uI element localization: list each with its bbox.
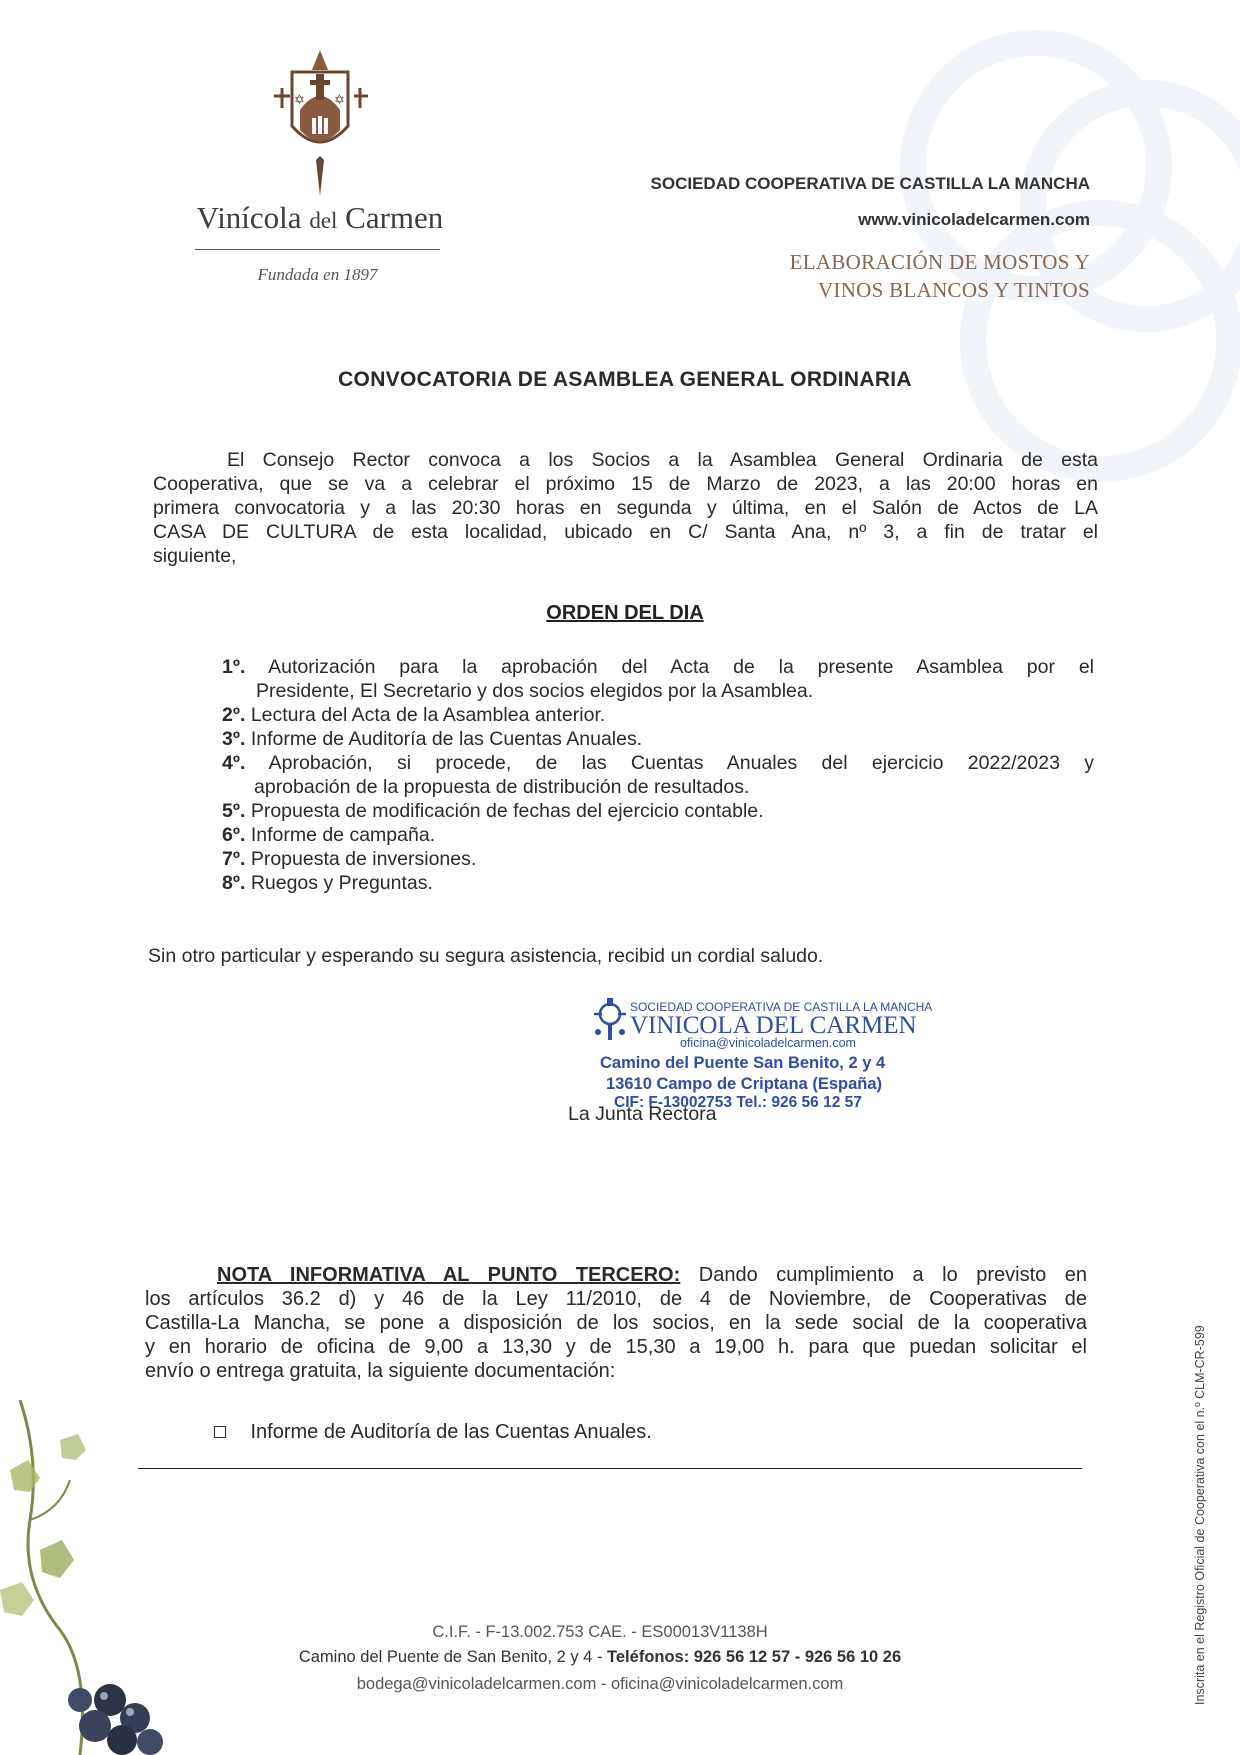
nota-line: envío o entrega gratuita, la siguiente documentación: xyxy=(145,1360,616,1382)
agenda-item-text: Informe de campaña. xyxy=(250,824,436,846)
agenda-item-continuation: Presidente, El Secretario y dos socios elegidos por la Asamblea. xyxy=(256,680,814,702)
grapevine-decoration-icon xyxy=(0,1400,180,1755)
agenda-item-text: Propuesta de modificación de fechas del ejercicio contable. xyxy=(250,800,764,822)
nota-title: NOTA INFORMATIVA AL PUNTO TERCERO: xyxy=(217,1264,681,1286)
footer-address-line xyxy=(200,1648,1000,1667)
logo-name-b: Carmen xyxy=(345,200,444,235)
tagline-line-2: VINOS BLANCOS Y TINTOS xyxy=(817,278,1090,302)
logo-divider xyxy=(195,249,440,250)
closing-text: Sin otro particular y esperando su segura asistencia, recibid un cordial saludo. xyxy=(148,945,824,967)
agenda-item-number: 7º. xyxy=(222,848,246,870)
agenda-item xyxy=(222,847,1094,871)
checkbox-bullet-icon xyxy=(214,1426,226,1438)
agenda-item-continuation: aprobación de la propuesta de distribución de resultados. xyxy=(254,776,750,798)
nota-first-line xyxy=(217,1263,1087,1287)
nota-first-line-text: Dando cumplimiento a lo previsto en xyxy=(698,1264,1087,1286)
agenda-item-number: 4º. xyxy=(222,752,246,774)
agenda-item-text: Lectura del Acta de la Asamblea anterior. xyxy=(250,704,606,726)
agenda-item xyxy=(222,727,1094,751)
agenda-item-text: Autorización para la aprobación del Acta de la presente Asamblea por el xyxy=(268,656,1094,678)
agenda-item-text: Informe de Auditoría de las Cuentas Anuales. xyxy=(250,728,643,750)
intro-line: Cooperativa, que se va a celebrar el próximo 15 de Marzo de 2023, a las 20:00 horas en xyxy=(153,473,1098,495)
intro-line: El Consejo Rector convoca a los Socios a la Asamblea General Ordinaria de esta xyxy=(227,449,1098,471)
cooperative-label: SOCIEDAD COOPERATIVA DE CASTILLA LA MANCHA xyxy=(650,174,1090,193)
svg-text:✡: ✡ xyxy=(294,93,305,108)
agenda-item-text: Propuesta de inversiones. xyxy=(250,848,477,870)
agenda-item xyxy=(222,655,1094,679)
agenda-item xyxy=(222,823,1094,847)
intro-line: siguiente, xyxy=(153,545,237,567)
agenda-item-number: 3º. xyxy=(222,728,246,750)
agenda-list xyxy=(222,655,1094,895)
logo-name-del: del xyxy=(309,208,338,233)
divider-line xyxy=(138,1468,1082,1469)
agenda-item-text: Aprobación, si procede, de las Cuentas Anuales del ejercicio 2022/2023 y xyxy=(268,752,1094,774)
nota-bullet-item xyxy=(214,1420,652,1444)
agenda-item xyxy=(222,703,1094,727)
intro-line: CASA DE CULTURA de esta localidad, ubicado en C/ Santa Ana, nº 3, a fin de tratar el xyxy=(153,521,1098,543)
company-name xyxy=(195,200,445,236)
tagline-line-1: ELABORACIÓN DE MOSTOS Y xyxy=(789,250,1090,274)
logo-name-a: Vinícola xyxy=(196,200,302,235)
stamp-emblem-icon xyxy=(590,996,630,1044)
registry-note: Inscrita en el Registro Oficial de Cooperativa con el n.º CLM-CR-599 xyxy=(1193,1325,1207,1705)
footer-phones: Teléfonos: 926 56 12 57 - 926 56 10 26 xyxy=(607,1648,902,1666)
stamp-city: 13610 Campo de Criptana (España) xyxy=(606,1075,883,1093)
footer-cif: C.I.F. - F-13.002.753 CAE. - ES00013V1138H xyxy=(432,1623,768,1641)
svg-text:✡: ✡ xyxy=(334,93,345,108)
nota-bullet-text: Informe de Auditoría de las Cuentas Anuales. xyxy=(250,1421,652,1443)
footer-emails[interactable]: bodega@vinicoladelcarmen.com - oficina@vinicoladelcarmen.com xyxy=(356,1675,844,1693)
agenda-title: ORDEN DEL DIA xyxy=(546,602,704,624)
website-link[interactable]: www.vinicoladelcarmen.com xyxy=(858,210,1090,229)
agenda-item xyxy=(222,799,1094,823)
footer-address: Camino del Puente de San Benito, 2 y 4 - xyxy=(298,1648,608,1666)
agenda-item-number: 6º. xyxy=(222,824,246,846)
company-stamp xyxy=(630,1000,950,1050)
nota-line: y en horario de oficina de 9,00 a 13,30 y de 15,30 a 19,00 h. para que puedan solicitar el xyxy=(145,1336,1087,1358)
agenda-item-number: 2º. xyxy=(222,704,246,726)
intro-paragraph xyxy=(153,448,1098,568)
tagline xyxy=(560,248,1090,304)
agenda-item-number: 8º. xyxy=(222,872,246,894)
signature: La Junta Rectora xyxy=(568,1103,717,1125)
agenda-item-number: 1º. xyxy=(222,656,246,678)
nota-line: los artículos 36.2 d) y 46 de la Ley 11/2010, de 4 de Noviembre, de Cooperativas de xyxy=(145,1288,1087,1310)
logo-founded: Fundada en 1897 xyxy=(257,265,378,284)
agenda-item xyxy=(222,871,1094,895)
stamp-company-name: VINICOLA DEL CARMEN xyxy=(630,1012,917,1039)
stamp-street: Camino del Puente San Benito, 2 y 4 xyxy=(600,1054,886,1072)
agenda-item xyxy=(222,751,1094,775)
document-title: CONVOCATORIA DE ASAMBLEA GENERAL ORDINARIA xyxy=(338,368,912,391)
logo-emblem-icon xyxy=(268,48,372,198)
agenda-item-number: 5º. xyxy=(222,800,246,822)
stamp-email: oficina@vinicoladelcarmen.com xyxy=(680,1036,856,1050)
intro-line: primera convocatoria y a las 20:30 horas en segunda y última, en el Salón de Actos de LA xyxy=(153,497,1098,519)
nota-informativa xyxy=(145,1263,1087,1383)
stamp-cif-phone: CIF: F-13002753 Tel.: 926 56 12 57 xyxy=(614,1094,862,1111)
agenda-item-text: Ruegos y Preguntas. xyxy=(250,872,433,894)
nota-line: Castilla-La Mancha, se pone a disposición de los socios, en la sede social de la cooperativa xyxy=(145,1312,1087,1334)
stamp-cooperative: SOCIEDAD COOPERATIVA DE CASTILLA LA MANCHA xyxy=(630,1000,933,1014)
